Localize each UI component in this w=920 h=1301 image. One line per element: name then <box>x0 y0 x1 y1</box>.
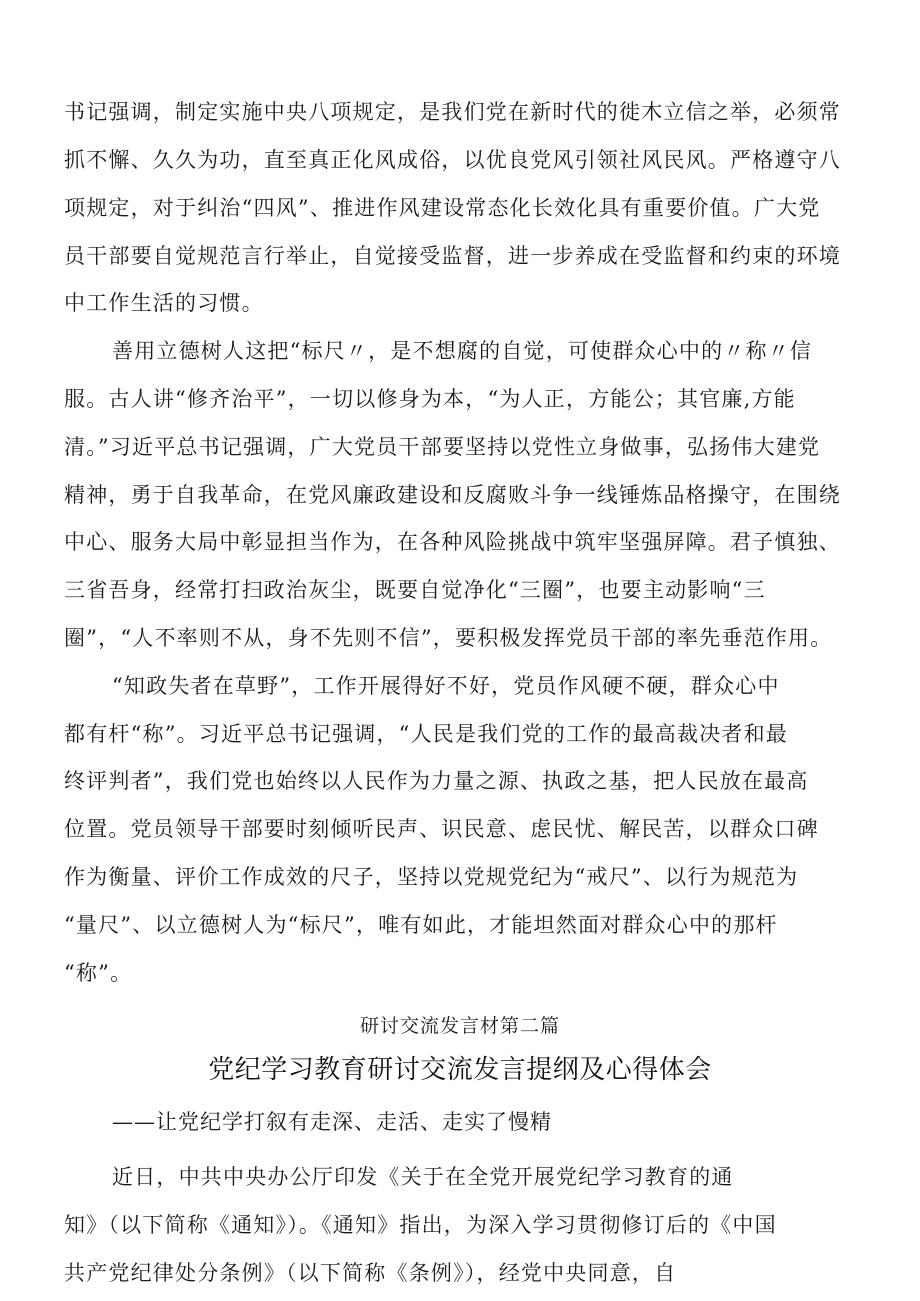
paragraph-2-line-6: 三省吾身，经常打扫政治灰尘，既要自觉净化“三圈”，也要主动影响“三 <box>64 578 766 602</box>
paragraph-1-line-4: 员干部要自觉规范言行举止，自觉接受监督，进一步养成在受监督和约束的环境 <box>64 244 841 268</box>
document-title: 党纪学习教育研讨交流发言提纲及心得体会 <box>208 1055 712 1085</box>
document-subtitle: ——让党纪学打叙有走深、走活、走实了慢精 <box>112 1110 552 1134</box>
paragraph-4-line-1: 近日，中共中央办公厅印发《关于在全党开展党纪学习教育的通 <box>112 1165 734 1189</box>
paragraph-3-line-7: “称”。 <box>64 961 133 985</box>
paragraph-1-line-5: 中工作生活的习惯。 <box>64 291 264 315</box>
paragraph-4-line-3: 共产党纪律处分条例》（以下简称《条例》），经党中央同意，自 <box>64 1261 677 1285</box>
paragraph-3-line-4: 位置。党员领导干部要时刻倾听民声、识民意、虑民忧、解民苦，以群众口碑 <box>64 817 819 841</box>
paragraph-3-line-6: “量尺”、以立德树人为“标尺”，唯有如此，才能坦然面对群众心中的那杆 <box>64 913 778 937</box>
paragraph-2-line-4: 精神，勇于自我革命，在党风廉政建设和反腐败斗争一线锤炼品格操守，在围绕 <box>64 483 841 507</box>
paragraph-4-line-2: 知》（以下简称《通知》）。《通知》指出，为深入学习贯彻修订后的《中国 <box>64 1213 777 1237</box>
paragraph-2-line-2: 服。古人讲“修齐治平”，一切以修身为本，“为人正，方能公；其官廉,方能 <box>64 387 796 411</box>
paragraph-1-line-3: 项规定，对于纠治“四风”、推进作风建设常态化长效化具有重要价值。广大党 <box>64 196 821 220</box>
paragraph-2-line-3: 清。”习近平总书记强调，广大党员干部要坚持以党性立身做事，弘扬伟大建党 <box>64 435 821 459</box>
paragraph-2-line-1: 善用立德树人这把“标尺〃，是不想腐的自觉，可使群众心中的〃称〃信 <box>112 339 813 363</box>
paragraph-1-line-2: 抓不懈、久久为功，直至真正化风成俗，以优良党风引领社风民风。严格遵守八 <box>64 148 841 172</box>
paragraph-3-line-1: “知政失者在草野”，工作开展得好不好，党员作风硬不硬，群众心中 <box>112 674 780 698</box>
paragraph-3-line-5: 作为衡量、评价工作成效的尺子，坚持以党规党纪为“戒尺”、以行为规范为 <box>64 865 799 889</box>
paragraph-2-line-5: 中心、服务大局中彰显担当作为，在各种风险挑战中筑牢坚强屏障。君子慎独、 <box>64 530 841 554</box>
paragraph-3-line-3: 终评判者”，我们党也始终以人民作为力量之源、执政之基，把人民放在最高 <box>64 769 809 793</box>
paragraph-2-line-7: 圈”，“人不率则不从，身不先则不信”，要积极发挥党员干部的率先垂范作用。 <box>64 626 833 650</box>
paragraph-1-line-1: 书记强调，制定实施中央八项规定，是我们党在新时代的徙木立信之举，必须常 <box>64 100 841 124</box>
paragraph-3-line-2: 都有杆“称”。习近平总书记强调，“人民是我们党的工作的最高裁决者和最 <box>64 722 789 746</box>
section-label: 研讨交流发言材第二篇 <box>359 1015 560 1037</box>
